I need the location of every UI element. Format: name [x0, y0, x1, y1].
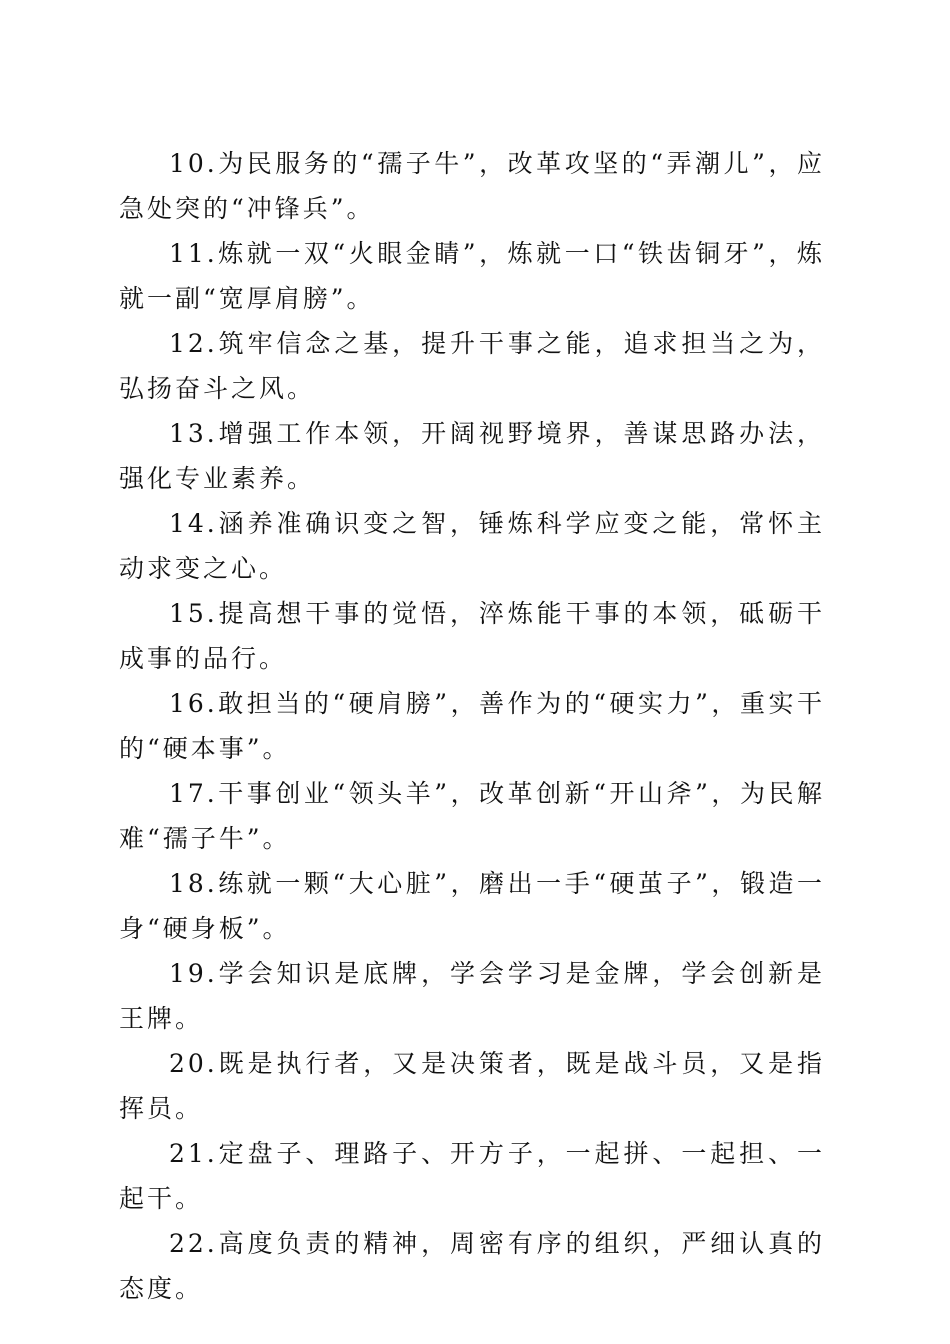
list-item-17: 17.干事创业“领头羊”，改革创新“开山斧”，为民解难“孺子牛”。	[119, 779, 825, 853]
list-item-13: 13.增强工作本领，开阔视野境界，善谋思路办法，强化专业素养。	[119, 419, 825, 493]
list-item-22: 22.高度负责的精神，周密有序的组织，严细认真的态度。	[119, 1229, 825, 1303]
list-item-15: 15.提高想干事的觉悟，淬炼能干事的本领，砥砺干成事的品行。	[119, 599, 825, 673]
list-item-10: 10.为民服务的“孺子牛”，改革攻坚的“弄潮儿”，应急处突的“冲锋兵”。	[119, 149, 825, 223]
list-item-14: 14.涵养准确识变之智，锤炼科学应变之能，常怀主动求变之心。	[119, 509, 825, 583]
list-item-21: 21.定盘子、理路子、开方子，一起拼、一起担、一起干。	[119, 1139, 825, 1213]
list-item-18: 18.练就一颗“大心脏”，磨出一手“硬茧子”，锻造一身“硬身板”。	[119, 869, 825, 943]
list-item-19: 19.学会知识是底牌，学会学习是金牌，学会创新是王牌。	[119, 959, 825, 1033]
list-item-20: 20.既是执行者，又是决策者，既是战斗员，又是指挥员。	[119, 1049, 825, 1123]
list-item-16: 16.敢担当的“硬肩膀”，善作为的“硬实力”，重实干的“硬本事”。	[119, 689, 825, 763]
list-item-11: 11.炼就一双“火眼金睛”，炼就一口“铁齿铜牙”，炼就一副“宽厚肩膀”。	[119, 239, 825, 313]
document-body	[119, 141, 825, 1311]
list-item-12: 12.筑牢信念之基，提升干事之能，追求担当之为，弘扬奋斗之风。	[119, 329, 825, 403]
